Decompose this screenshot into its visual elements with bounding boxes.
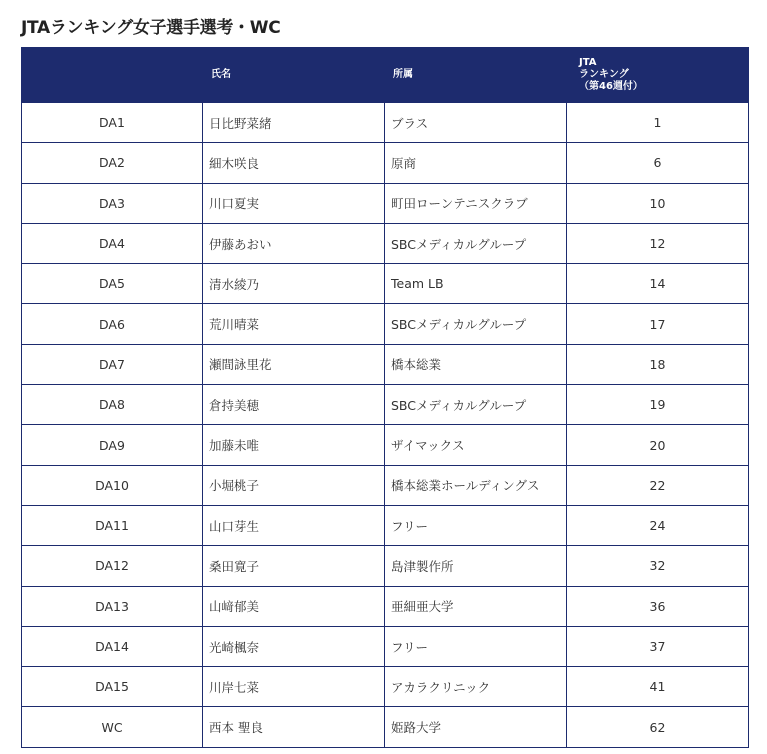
slot-cell: DA9 — [22, 425, 203, 465]
table-row — [22, 425, 749, 465]
table-row — [22, 264, 749, 304]
header-name: 氏名 — [203, 48, 385, 103]
table-row — [22, 707, 749, 747]
name-cell: 光崎楓奈 — [203, 626, 385, 666]
ranking-cell: 24 — [567, 505, 749, 545]
slot-cell: DA10 — [22, 465, 203, 505]
name-cell: 荒川晴菜 — [203, 304, 385, 344]
affiliation-cell: Team LB — [385, 264, 567, 304]
name-cell: 小堀桃子 — [203, 465, 385, 505]
affiliation-cell: アカラクリニック — [385, 667, 567, 707]
slot-cell: WC — [22, 707, 203, 747]
ranking-cell: 10 — [567, 183, 749, 223]
page-title: JTAランキング女子選手選考・WC — [21, 18, 281, 38]
ranking-cell: 32 — [567, 546, 749, 586]
affiliation-cell: SBCメディカルグループ — [385, 385, 567, 425]
header-ranking-line2: ランキング — [579, 69, 629, 80]
table-body — [22, 103, 749, 748]
slot-cell: DA8 — [22, 385, 203, 425]
table-row — [22, 505, 749, 545]
slot-cell: DA6 — [22, 304, 203, 344]
affiliation-cell: ブラス — [385, 103, 567, 143]
ranking-cell: 62 — [567, 707, 749, 747]
affiliation-cell: 橋本総業ホールディングス — [385, 465, 567, 505]
name-cell: 桑田寛子 — [203, 546, 385, 586]
table-row — [22, 103, 749, 143]
table-row — [22, 586, 749, 626]
slot-cell: DA5 — [22, 264, 203, 304]
slot-cell: DA2 — [22, 143, 203, 183]
slot-cell: DA13 — [22, 586, 203, 626]
ranking-cell: 18 — [567, 344, 749, 384]
table-row — [22, 223, 749, 263]
affiliation-cell: 橋本総業 — [385, 344, 567, 384]
ranking-cell: 37 — [567, 626, 749, 666]
affiliation-cell: SBCメディカルグループ — [385, 223, 567, 263]
ranking-cell: 14 — [567, 264, 749, 304]
ranking-cell: 19 — [567, 385, 749, 425]
table-row — [22, 626, 749, 666]
ranking-cell: 20 — [567, 425, 749, 465]
affiliation-cell: フリー — [385, 505, 567, 545]
table-row — [22, 465, 749, 505]
table-row — [22, 667, 749, 707]
ranking-cell: 41 — [567, 667, 749, 707]
affiliation-cell: 島津製作所 — [385, 546, 567, 586]
affiliation-cell: ザイマックス — [385, 425, 567, 465]
ranking-cell: 36 — [567, 586, 749, 626]
slot-cell: DA15 — [22, 667, 203, 707]
ranking-table — [21, 47, 749, 748]
slot-cell: DA11 — [22, 505, 203, 545]
table-row — [22, 304, 749, 344]
name-cell: 日比野菜緒 — [203, 103, 385, 143]
slot-cell: DA12 — [22, 546, 203, 586]
name-cell: 川岸七菜 — [203, 667, 385, 707]
table-row — [22, 183, 749, 223]
name-cell: 山口芽生 — [203, 505, 385, 545]
slot-cell: DA14 — [22, 626, 203, 666]
name-cell: 伊藤あおい — [203, 223, 385, 263]
name-cell: 瀬間詠里花 — [203, 344, 385, 384]
ranking-cell: 12 — [567, 223, 749, 263]
slot-cell: DA4 — [22, 223, 203, 263]
ranking-cell: 17 — [567, 304, 749, 344]
slot-cell: DA1 — [22, 103, 203, 143]
affiliation-cell: 亜細亜大学 — [385, 586, 567, 626]
header-ranking-line3: （第46週付） — [579, 81, 643, 92]
slot-cell: DA3 — [22, 183, 203, 223]
ranking-cell: 22 — [567, 465, 749, 505]
name-cell: 西本 聖良 — [203, 707, 385, 747]
header-row — [22, 48, 749, 103]
affiliation-cell: 原商 — [385, 143, 567, 183]
header-affiliation: 所属 — [385, 48, 567, 103]
table-header — [22, 48, 749, 103]
name-cell: 川口夏実 — [203, 183, 385, 223]
table-row — [22, 385, 749, 425]
name-cell: 清水綾乃 — [203, 264, 385, 304]
ranking-cell: 1 — [567, 103, 749, 143]
header-ranking — [567, 48, 749, 103]
affiliation-cell: 町田ローンテニスクラブ — [385, 183, 567, 223]
ranking-cell: 6 — [567, 143, 749, 183]
name-cell: 加藤未唯 — [203, 425, 385, 465]
name-cell: 細木咲良 — [203, 143, 385, 183]
header-slot — [22, 48, 203, 103]
affiliation-cell: フリー — [385, 626, 567, 666]
table-row — [22, 143, 749, 183]
table-row — [22, 546, 749, 586]
name-cell: 山﨑郁美 — [203, 586, 385, 626]
name-cell: 倉持美穂 — [203, 385, 385, 425]
affiliation-cell: 姫路大学 — [385, 707, 567, 747]
header-ranking-line1: JTA — [579, 57, 597, 68]
slot-cell: DA7 — [22, 344, 203, 384]
table-row — [22, 344, 749, 384]
affiliation-cell: SBCメディカルグループ — [385, 304, 567, 344]
